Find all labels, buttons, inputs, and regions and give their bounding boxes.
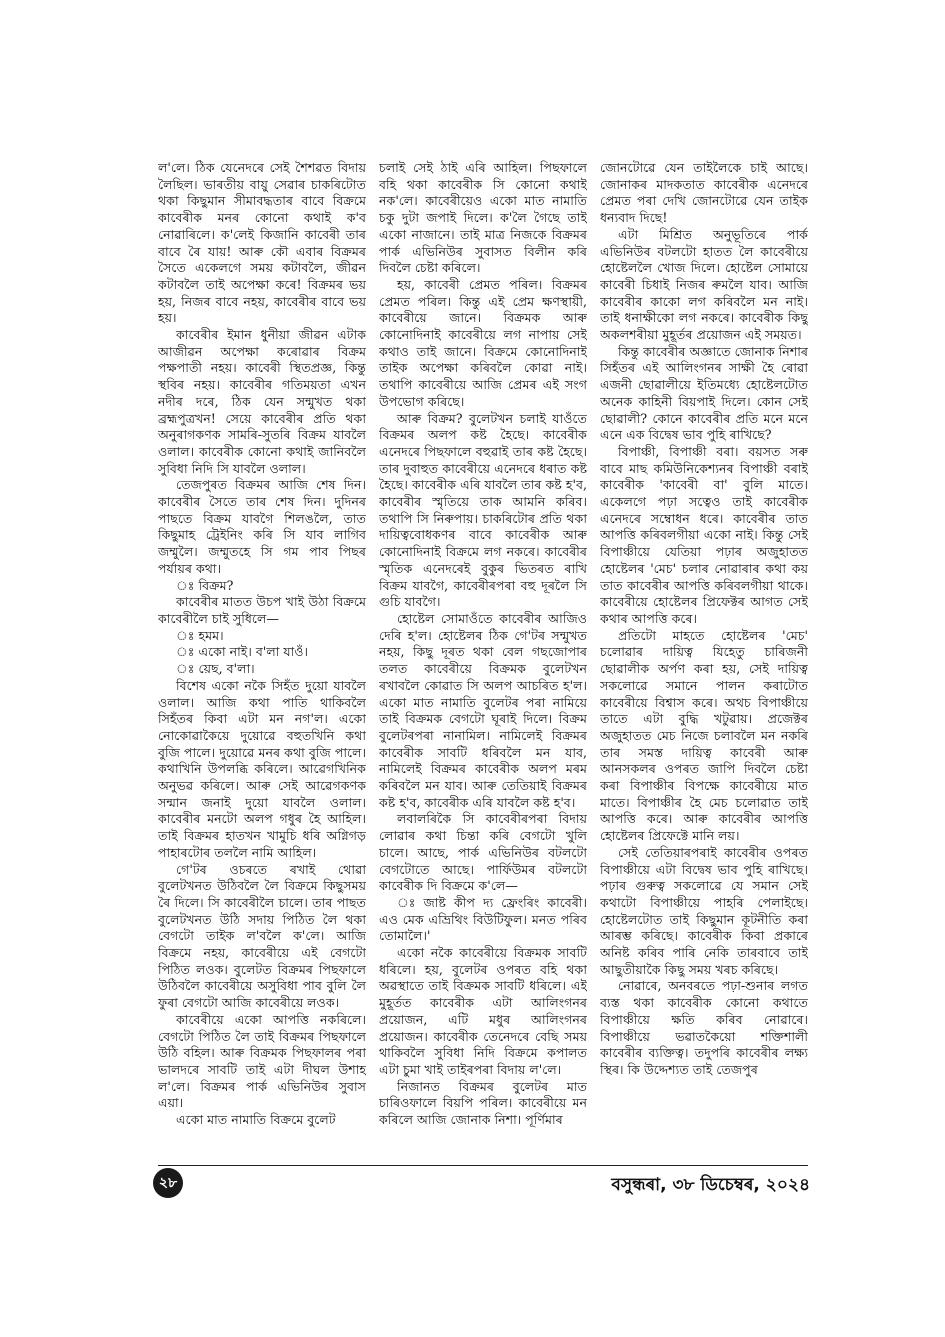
paragraph: কিন্তু কাবেৰীৰ অজ্ঞাতে জোনাক নিশাৰ সিহঁতৰ এই আলিংগনৰ সাক্ষী হৈ ৰোৱা এজনী ছোৱালীয়ে ইতিমধ্যে হোষ্টেলটোত অনেক কাহিনী বিয়পাই দিলে। কোন সেই ছোৱালী? কোনে কাবেৰীৰ প্ৰতি মনে মনে এনে এক বিদ্বেষ ভাব পুহি ৰাখিছে? bbox=[600, 343, 808, 443]
paragraph: এটা মিশ্ৰিত অনুভূতিৰে পাৰ্ক এভিনিউৰ বটলটো হাতত লৈ কাবেৰীয়ে হোষ্টেললৈ খোজ দিলে। হোষ্টেল সোমায়ে কাবেৰী চিধাই নিজৰ ৰুমলৈ যাব। আজি কাবেৰীৰ কাকো লগ কৰিবলৈ মন নাই। তাই ধনাক্ষীকো লগ নকৰে। কাবেৰীক কিছু অকলশৰীয়া মুহূৰ্তৰ প্ৰয়োজন এই সময়ত। bbox=[600, 226, 808, 343]
paragraph: প্ৰতিটো মাহতে হোষ্টেলৰ 'মেচ' চলোৱাৰ দায়িত্ব যিহেতু চাৰিজনী ছোৱালীক অৰ্পণ কৰা হয়, সেই দায়িত্ব সকলোৱে সমানে পালন কৰাটোত কাবেৰীয়ে বিশ্বাস কৰে। অথচ বিপাঞ্চীয়ে তাতে এটা বুদ্ধি খটুৱায়। প্ৰজেক্টৰ অজুহাতত মেচ নিজে চলাবলৈ মন নকৰি তাৰ সমস্ত দায়িত্ব কাবেৰী আৰু আনসকলৰ ওপৰত জাপি দিবলৈ চেষ্টা কৰা বিপাঞ্চীৰ বিপক্ষে কাবেৰীয়ে মাত মাতে। বিপাঞ্চীৰ হৈ মেচ চলোৱাত তাই আপত্তি কৰে। আৰু কাবেৰীৰ আপত্তি হোষ্টেলৰ প্ৰিফেক্টে মানি লয়। bbox=[600, 627, 808, 844]
paragraph: বিপাঞ্চী, বিপাঞ্চী বৰা। বয়সত সৰু বাবে মাছ কমিউনিকেশ্যনৰ বিপাঞ্চী বৰাই কাবেৰীক 'কাবেৰী বা' বুলি মাতে। একেলগে পঢ়া সত্বেও তাই কাবেৰীক এনেদৰে সম্বোধন ধৰে। কাবেৰীৰ তাত আপত্তি কৰিবলগীয়া একো নাই। কিন্তু সেই বিপাঞ্চীয়ে যেতিয়া পঢ়াৰ অজুহাতত হোষ্টেলৰ 'মেচ' চলাৰ নোৱাৰাৰ কথা কয় তাত কাবেৰীৰ আপত্তি কৰিবলগীয়া থাকে। কাবেৰীয়ে হোষ্টেলৰ প্ৰিফেক্টৰ আগত সেই কথাৰ আপত্তি কৰে। bbox=[600, 443, 808, 626]
paragraph: ঃ জাষ্ট কীপ দ্য ফ্ৰেংৰিং কাবেৰী। এও মেক এভ্ৰিথিং বিউটিফুল। মনত পৰিব তোমালৈ।' bbox=[379, 894, 587, 944]
paragraph: একো নকৈ কাবেৰীয়ে বিক্ৰমক সাবটি ধৰিলে। হয়, বুলেটৰ ওপৰত বহি থকা অৱস্থাতে তাই বিক্ৰমক সাবটি ধৰিলে। এই মুহূৰ্তত কাবেৰীক এটা আলিংগনৰ প্ৰয়োজন, এটি মধুৰ আলিংগনৰ প্ৰয়োজন। কাবেৰীক তেনেদৰে বেছি সময় থাকিবলৈ সুবিধা নিদি বিক্ৰমে কপালত এটা চুমা খাই তাইৰপৰা বিদায় ল'লে। bbox=[379, 945, 587, 1077]
text-column-1 bbox=[158, 160, 366, 1160]
paragraph: তেজপুৰত বিক্ৰমৰ আজি শেষ দিন। কাবেৰীৰ সৈতে তাৰ শেষ দিন। দুদিনৰ পাছতে বিক্ৰম যাবগৈ শিলঙলৈ, তাত কিছুমাহ ট্ৰেইনিং কৰি সি যাব লাগিব জম্মুলৈ। জম্মুতহে সি গম পাব পিছৰ পৰ্যায়ৰ কথা। bbox=[158, 477, 366, 576]
paragraph: কাবেৰীয়ে একো আপত্তি নকৰিলে। বেগটো পিঠিত লৈ তাই বিক্ৰমৰ পিছফালে উঠি বহিল। আৰু বিক্ৰমক পিছফালৰ পৰা ভালদৰে সাবটি তাই এটা দীঘল উশাহ ল'লে। বিক্ৰমৰ পাৰ্ক এভিনিউৰ সুবাস এয়া। bbox=[158, 1011, 366, 1111]
paragraph: ঃ হমম। bbox=[176, 627, 224, 643]
paragraph: ঃ একো নাই। ব'লা যাওঁ। bbox=[176, 644, 309, 660]
paragraph: আৰু বিক্ৰম? বুলেটখন চলাই যাওঁতে বিক্ৰমৰ অলপ কষ্ট হৈছে। কাবেৰীক এনেদৰে পিছফালে বহুৱাই তাৰ কষ্ট হৈছে। তাৰ দুবাহুত কাবেৰীয়ে এনেদৰে ধৰাত কষ্ট হৈছে। কাবেৰীক এৰি যাবলৈ তাৰ কষ্ট হ'ব, কাবেৰীৰ স্মৃতিয়ে তাক আমনি কৰিব। তথাপি সি নিৰুপায়। চাকৰিটোৰ প্ৰতি থকা দায়িত্ববোধকণৰ বাবে কাবেৰীক আৰু কোনোদিনাই বিক্ৰমে লগ নকৰে। কাবেৰীৰ স্মৃতিক এনেদৰেই বুকুৰ ভিতৰত ৰাখি বিক্ৰম যাবগৈ, কাবেৰীৰপৰা বহু দূৰলৈ সি গুচি যাবগৈ। bbox=[379, 410, 587, 610]
page-number-badge: ২৮ bbox=[153, 1168, 183, 1198]
paragraph: চলাই সেই ঠাই এৰি আহিল। পিছফালে বহি থকা কাবেৰীক সি কোনো কথাই নক'লে। কাবেৰীয়েও একো মাত নামাতি চকু দুটা জপাই দিলে। ক'লৈ গৈছে তাই একো নাজানে। তাই মাত্ৰ নিজকে বিক্ৰমৰ পাৰ্ক এভিনিউৰ সুবাসত বিলীন কৰি দিবলৈ চেষ্টা কৰিলে। bbox=[379, 160, 587, 276]
paragraph: হয়, কাবেৰী প্ৰেমত পৰিল। বিক্ৰমৰ প্ৰেমত পৰিল। কিন্তু এই প্ৰেম ক্ষণস্থায়ী, কাবেৰীয়ে জানে। বিক্ৰমক আৰু কোনোদিনাই কাবেৰীয়ে লগ নাপায় সেই কথাও তাই জানে। বিক্ৰমে কোনোদিনাই তাইক অপেক্ষা কৰিবলৈ কোৱা নাই। তথাপি কাবেৰীয়ে আজি প্ৰেমৰ এই সংগ উপভোগ কৰিছে। bbox=[379, 276, 587, 409]
paragraph: সেই তেতিয়াৰপৰাই কাবেৰীৰ ওপৰত বিপাঞ্চীয়ে এটা বিদ্বেষ ভাব পুহি ৰাখিছে। পঢ়াৰ গুৰুত্ব সকলোৱে যে সমান সেই কথাটো বিপাঞ্চীয়ে পাহৰি পেলাইছে। হোষ্টেলটোত তাই কিছুমান কূটনীতি কৰা আৰম্ভ কৰিছে। কাবেৰীক কিবা প্ৰকাৰে অনিষ্ট কৰিব পাৰি নেকি তাৰবাবে তাই আছুতীয়াকৈ কিছু সময় খৰচ কৰিছে। bbox=[600, 844, 808, 977]
paragraph: ঃ য়েছ, ব'লা। bbox=[176, 661, 255, 677]
paragraph: নিজানত বিক্ৰমৰ বুলেটৰ মাত চাৰিওফালে বিয়পি পৰিল। কাবেৰীয়ে মন কৰিলে আজি জোনাক নিশা। পূৰ্ণিমাৰ bbox=[379, 1078, 587, 1128]
paragraph: কাবেৰীৰ মাতত উচপ খাই উঠা বিক্ৰমে কাবেৰীলৈ চাই সুধিলে— bbox=[158, 594, 366, 626]
paragraph: গে'টৰ ওচৰতে ৰখাই থোৱা বুলেটখনত উঠিবলৈ লৈ বিক্ৰমে কিছুসময় ৰৈ দিলে। সি কাবেৰীলৈ চালে। তাৰ পাছত বুলেটখনত উঠি সদায় পিঠিত লৈ থকা বেগটো তাইক ল'বলৈ ক'লে। আজি বিক্ৰমে নহয়, কাবেৰীয়ে এই বেগটো পিঠিত লওক। বুলেটত বিক্ৰমৰ পিছফালে উঠিবলৈ কাবেৰীয়ে অসুবিধা পাব বুলি লৈ ফুৰা বেগটো আজি কাবেৰীয়ে লওক। bbox=[158, 861, 366, 1011]
article-body bbox=[158, 160, 808, 1160]
paragraph: বিশেষ একো নকৈ সিহঁত দুয়ো যাবলৈ ওলাল। আজি কথা পাতি থাকিবলৈ সিহঁতৰ কিবা এটা মন নগ'ল। একো নোকোৱাকৈয়ে দুয়োৱে বহুতখিনি কথা বুজি পালে। দুয়োৱে মনৰ কথা বুজি পালে। কথাখিনি উপলব্ধি কৰিলে। আৱেগখিনিক অনুভৱ কৰিলে। আৰু সেই আৱেগকণক সন্মান জনাই দুয়ো যাবলৈ ওলাল। কাবেৰীৰ মনটো অলপ গধুৰ হৈ আহিল। তাই বিক্ৰমৰ হাতখন খামুচি ধৰি অগ্নিগড় পাহাৰটোৰ তললৈ নামি আহিল। bbox=[158, 677, 366, 860]
paragraph: লবালৰিকৈ সি কাবেৰীৰপৰা বিদায় লোৱাৰ কথা চিন্তা কৰি বেগটো খুলি চালে। আছে, পাৰ্ক এভিনিউৰ বটলটো বেগটোতে আছে। পাৰ্ফিউমৰ বটলটো কাবেৰীক দি বিক্ৰমে ক'লে— bbox=[379, 811, 587, 894]
footer-publication-date: বসুন্ধৰা, ৩৮ ডিচেম্বৰ, ২০২৪ bbox=[611, 1175, 810, 1195]
text-column-2 bbox=[379, 160, 587, 1160]
paragraph: জোনটোৱে যেন তাইলৈকে চাই আছে। জোনাকৰ মাদকতাত কাবেৰীক এনেদৰে প্ৰেমত পৰা দেখি জোনটোৱে যেন তাইক ধন্যবাদ দিছে! bbox=[600, 160, 808, 226]
paragraph: নোৱাৰে, অনবৰতে পঢ়া-শুনাৰ লগত ব্যস্ত থকা কাবেৰীক কোনো কথাতে বিপাঞ্চীয়ে ক্ষতি কৰিব নোৱাৰে। বিপাঞ্চীয়ে ভৱাতকৈয়ো শক্তিশালী কাবেৰীৰ ব্যক্তিত্ব। তদুপৰি কাবেৰীৰ লক্ষ্য স্থিৰ। কি উদ্দেশ্যত তাই তেজপুৰ bbox=[600, 978, 808, 1077]
footer-rule bbox=[158, 1165, 808, 1166]
paragraph: কাবেৰীৰ ইমান ধুনীয়া জীৱন এটাক আজীৱন অপেক্ষা কৰোৱাৰ বিক্ৰম পক্ষপাতী নহয়। কাবেৰী স্থিতপ্ৰজ্ঞ, কিন্তু স্থবিৰ নহয়। কাবেৰীৰ গতিময়তা এখন নদীৰ দৰে, ঠিক যেন সন্মুখত থকা ব্ৰহ্মপুত্ৰখন! সেয়ে কাবেৰীৰ প্ৰতি থকা অনুৰাগকণক সামৰি-সুতৰি বিক্ৰম যাবলৈ ওলাল। কাবেৰীক কোনো কথাই জানিবলৈ সুবিধা নিদি সি যাবলৈ ওলাল। bbox=[158, 327, 366, 476]
text-column-3 bbox=[600, 160, 808, 1160]
paragraph: হোষ্টেল সোমাওঁতে কাবেৰীৰ আজিও দেৰি হ'ল। হোষ্টেলৰ ঠিক গে'টৰ সন্মুখত নহয়, কিছু দূৰত থকা বেল গছজোপাৰ তলত কাবেৰীয়ে বিক্ৰমক বুলেটখন ৰখাবলৈ কোৱাত সি অলপ আচৰিত হ'ল। একো মাত নামাতি বুলেটৰ পৰা নামিয়ে তাই বিক্ৰমক বেগটো ঘূৰাই দিলে। বিক্ৰম বুলেটৰপৰা নানামিল। নামিলেই বিক্ৰমৰ কাবেৰীক সাবটি ধৰিবলৈ মন যাব, নামিলেই বিক্ৰমৰ কাবেৰীক অলপ মৰম কৰিবলৈ মন যাব। আৰু তেতিয়াই বিক্ৰমৰ কষ্ট হ'ব, কাবেৰীক এৰি যাবলৈ কষ্ট হ'ব। bbox=[379, 610, 587, 810]
paragraph: একো মাত নামাতি বিক্ৰমে বুলেট bbox=[176, 1112, 336, 1128]
paragraph: ল'লে। ঠিক যেনেদৰে সেই শৈশৱত বিদায় লৈছিল। ভাৰতীয় বায়ু সেৱাৰ চাকৰিটোত থকা কিছুমান সীমাবদ্ধতাৰ বাবে বিক্ৰমে কাবেৰীক মনৰ কোনো কথাই ক'ব নোৱাৰিলে। ক'লেই কিজানি কাবেৰী তাৰ বাবে ৰৈ যায়! আৰু কৌ এবাৰ বিক্ৰমৰ সৈতে একেলগে সময় কটাবলৈ, জীৱন কটাবলৈ তাই অপেক্ষা কৰে! বিক্ৰমৰ ভয় হয়, নিজৰ বাবে নহয়, কাবেৰীৰ বাবে ভয় হয়। bbox=[158, 160, 366, 326]
paragraph: ঃ বিক্ৰম? bbox=[176, 577, 234, 593]
